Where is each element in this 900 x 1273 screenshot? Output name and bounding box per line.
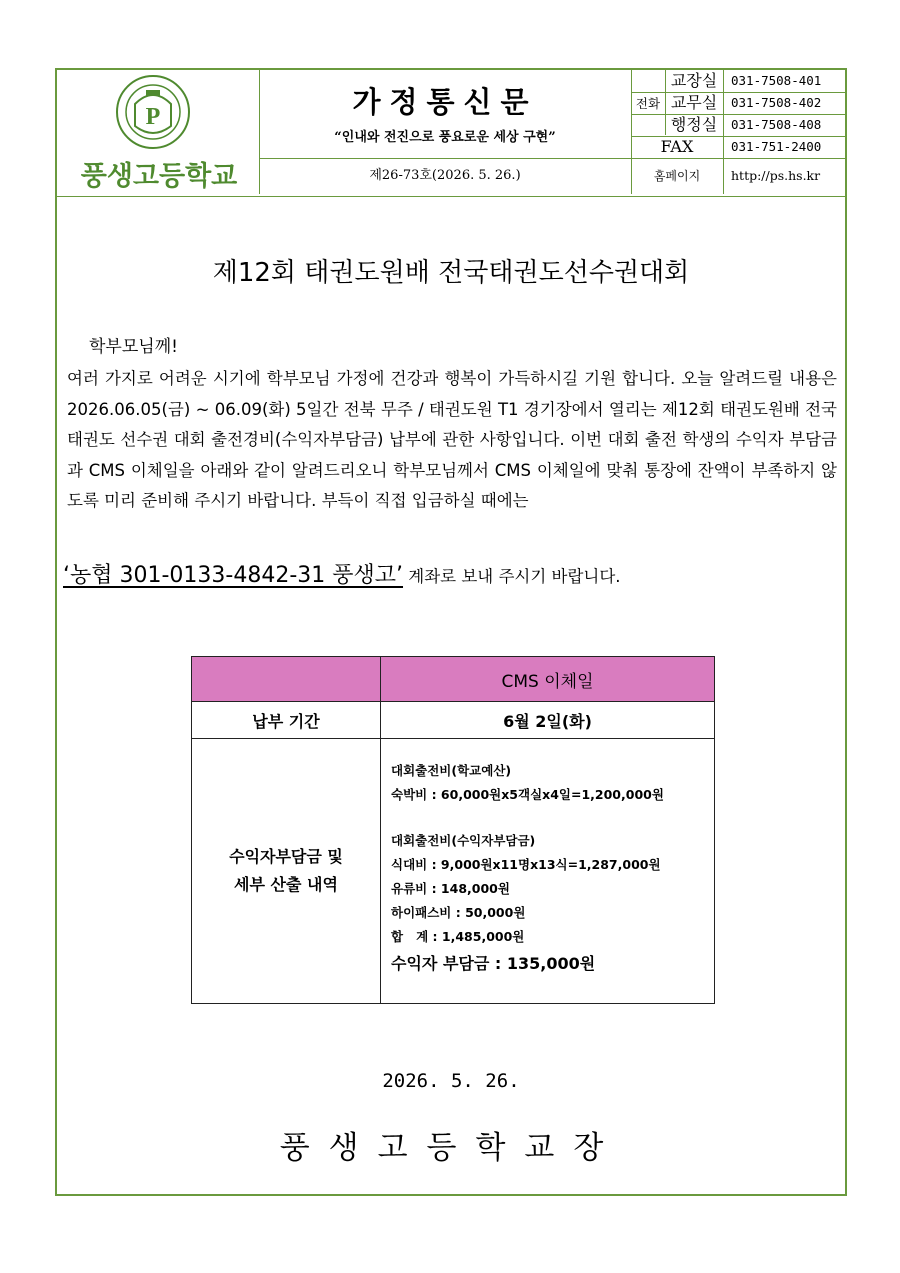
issue-number: 제26-73호(2026. 5. 26.) (259, 158, 632, 194)
notice-heading: 제12회 태권도원배 전국태권도선수권대회 (212, 258, 690, 288)
contact-value: 031-7508-402 (731, 95, 822, 110)
detail-label-line: 세부 산출 내역 (234, 875, 338, 894)
detail-label (192, 739, 381, 1004)
notice-paragraph: 여러 가지로 어려운 시기에 학부모님 가정에 건강과 행복이 가득하시길 기원 합니다. 오늘 알려드릴 내용은 2026.06.05(금) ~ 06.09(화) 5일간 전북 무주 / 태권도원 T1 경기장에서 열리는 제12회 태권도원배 전국 태권도 선수권 대회 출전경비(수익자부담금) 납부에 관한 사항입니다. 이번 대회 출전 학생의 수익자 부담금과 CMS 이체일을 아래와 같이 알려드리오니 학부모님께서 CMS 이체일에 맞춰 통장에 잔액이 부족하지 않도록 미리 준비해 주시기 바랍니다. 부득이 직접 입금하실 때에는 (67, 369, 837, 510)
beneficiary-title: 대회출전비(수익자부담금) (391, 833, 536, 848)
school-logo-cell (57, 70, 260, 194)
lodging-cost: 숙박비 : 60,000원x5객실x4일=1,200,000원 (391, 787, 664, 802)
contact-value: 031-7508-408 (731, 117, 822, 132)
title-cell (259, 70, 632, 159)
contact-value: 031-7508-401 (731, 73, 822, 88)
homepage-link[interactable]: http://ps.hs.kr (731, 168, 821, 183)
homepage-label: 홈페이지 (631, 158, 724, 194)
contact-label: 교무실 (665, 92, 724, 114)
phone-label: 전화 (631, 70, 666, 135)
issue-date: 2026. 5. 26. (382, 1070, 520, 1092)
fuel-cost: 유류비 : 148,000원 (391, 881, 510, 896)
total-cost: 합 계 : 1,485,000원 (391, 929, 525, 944)
salutation: 학부모님께! (89, 337, 178, 357)
newsletter-page (55, 68, 847, 1196)
school-budget-title: 대회출전비(학교예산) (391, 763, 512, 778)
contact-label: FAX (631, 136, 724, 158)
table-header-blank (192, 657, 381, 702)
account-line (63, 558, 621, 589)
bank-account: ‘농협 301-0133-4842-31 풍생고’ (63, 563, 404, 588)
payment-table (191, 656, 715, 1004)
contact-row (631, 136, 845, 159)
contact-row (631, 114, 845, 137)
contact-label: 행정실 (665, 114, 724, 136)
hipass-cost: 하이패스비 : 50,000원 (391, 905, 526, 920)
svg-text:P: P (145, 104, 161, 130)
meal-cost: 식대비 : 9,000원x11명x13식=1,287,000원 (391, 857, 661, 872)
contact-label: 교장실 (665, 70, 724, 92)
document-title: 가정통신문 (352, 85, 538, 119)
period-label: 납부 기간 (192, 702, 381, 739)
school-name: 풍생고등학교 (80, 161, 238, 192)
account-instruction: 계좌로 보내 주시기 바랍니다. (403, 567, 621, 586)
letterhead (57, 70, 845, 197)
beneficiary-charge: 수익자 부담금 : 135,000원 (391, 954, 596, 973)
table-header-cms: CMS 이체일 (381, 657, 715, 702)
principal-signature: 풍생고등학교장 (279, 1130, 623, 1166)
contact-table (631, 70, 845, 194)
school-motto: “인내와 전진으로 풍요로운 세상 구현” (334, 130, 556, 145)
cost-detail (381, 739, 715, 1004)
school-emblem-icon (115, 74, 191, 150)
detail-label-line: 수익자부담금 및 (229, 847, 343, 866)
contact-value: 031-751-2400 (731, 139, 822, 154)
period-value: 6월 2일(화) (381, 702, 715, 739)
